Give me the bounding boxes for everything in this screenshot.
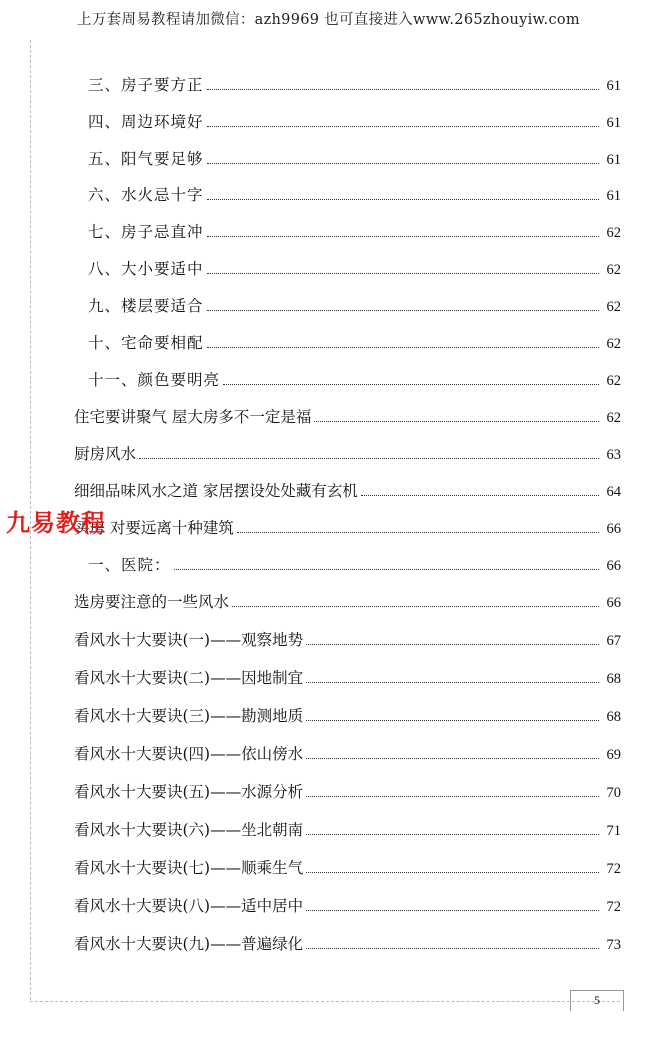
dot-leader <box>306 948 599 949</box>
dot-leader <box>207 163 599 164</box>
dot-leader <box>207 199 599 200</box>
toc-entry-title: 买房 对要远离十种建筑 <box>74 519 234 537</box>
toc-entry-title: 看风水十大要诀(一)——观察地势 <box>74 631 304 649</box>
dot-leader <box>306 872 599 873</box>
dot-leader <box>139 458 599 459</box>
dot-leader <box>207 273 599 274</box>
toc-entry-title: 看风水十大要诀(三)——勘测地质 <box>74 707 304 725</box>
dot-leader <box>223 384 599 385</box>
toc-entry-title: 细细品味风水之道 家居摆设处处藏有玄机 <box>74 482 358 500</box>
toc-entry <box>74 774 621 802</box>
toc-entry <box>74 584 621 612</box>
toc-entry <box>74 850 621 878</box>
toc-entry-page: 67 <box>606 633 621 649</box>
toc-entry-page: 73 <box>606 937 621 953</box>
toc-entry-page: 62 <box>606 225 621 241</box>
toc-entry-page: 68 <box>606 671 621 687</box>
dot-leader <box>306 720 599 721</box>
toc-entry <box>74 660 621 688</box>
toc-entry <box>88 214 621 242</box>
toc-entry-page: 66 <box>606 595 621 611</box>
dot-leader <box>306 644 599 645</box>
toc-entry-page: 61 <box>606 188 621 204</box>
dot-leader <box>314 421 599 422</box>
toc-entry <box>88 104 621 132</box>
toc-entry-title: 五、阳气要足够 <box>88 150 204 168</box>
toc-entry-title: 六、水火忌十字 <box>88 186 204 204</box>
dot-leader <box>207 126 599 127</box>
toc-entry <box>88 288 621 316</box>
toc-entry <box>88 177 621 205</box>
toc-entry <box>74 436 621 464</box>
footer-rule <box>30 1001 620 1002</box>
toc-entry-title: 看风水十大要诀(七)——顺乘生气 <box>74 859 304 877</box>
toc-entry-title: 厨房风水 <box>74 445 137 463</box>
toc-entry <box>88 547 621 575</box>
toc-entry-page: 69 <box>606 747 621 763</box>
toc-entry-page: 68 <box>606 709 621 725</box>
toc-entry-title: 三、房子要方正 <box>88 76 204 94</box>
toc-entry-page: 70 <box>606 785 621 801</box>
dot-leader <box>306 682 599 683</box>
toc-entry-page: 62 <box>606 373 621 389</box>
toc-entry-title: 九、楼层要适合 <box>88 297 204 315</box>
page-number: 5 <box>570 990 624 1011</box>
toc-entry-page: 62 <box>606 410 621 426</box>
toc-entry-title: 八、大小要适中 <box>88 260 204 278</box>
toc-entry-title: 看风水十大要诀(八)——适中居中 <box>74 897 304 915</box>
watermark-logo-text: 九易教程 <box>6 509 106 537</box>
toc-entry-title: 十、宅命要相配 <box>88 334 204 352</box>
toc-entry-page: 61 <box>606 152 621 168</box>
dot-leader <box>207 347 599 348</box>
toc-entry-page: 64 <box>606 484 621 500</box>
dot-leader <box>306 796 599 797</box>
toc-entry <box>74 622 621 650</box>
toc-entry-page: 62 <box>606 299 621 315</box>
toc-entry-title: 看风水十大要诀(二)——因地制宜 <box>74 669 304 687</box>
toc-entry-title: 四、周边环境好 <box>88 113 204 131</box>
dot-leader <box>232 606 599 607</box>
toc-entry <box>74 698 621 726</box>
toc-entry-title: 选房要注意的一些风水 <box>74 593 230 611</box>
toc-entry-page: 62 <box>606 262 621 278</box>
dot-leader <box>361 495 599 496</box>
dot-leader <box>237 532 599 533</box>
toc-entry <box>74 888 621 916</box>
toc-entry <box>88 67 621 95</box>
toc-entry-page: 66 <box>606 521 621 537</box>
toc-entry <box>74 473 621 501</box>
toc-entry-title: 看风水十大要诀(四)——依山傍水 <box>74 745 304 763</box>
dot-leader <box>306 758 599 759</box>
toc-entry-title: 看风水十大要诀(五)——水源分析 <box>74 783 304 801</box>
toc-entry <box>74 510 621 538</box>
toc-entry <box>88 251 621 279</box>
toc-entry <box>88 362 621 390</box>
toc-entry <box>74 926 621 954</box>
toc-entry-page: 66 <box>606 558 621 574</box>
toc-entry-title: 七、房子忌直冲 <box>88 223 204 241</box>
toc-entry <box>74 812 621 840</box>
toc-entry-page: 61 <box>606 115 621 131</box>
toc-entry <box>74 399 621 427</box>
dot-leader <box>306 834 599 835</box>
toc-entry <box>74 736 621 764</box>
toc-entry-page: 72 <box>606 861 621 877</box>
dot-leader <box>306 910 599 911</box>
dot-leader <box>207 310 599 311</box>
toc-entry-title: 一、医院： <box>88 556 171 574</box>
toc-entry-title: 看风水十大要诀(六)——坐北朝南 <box>74 821 304 839</box>
toc-entry-title: 十一、颜色要明亮 <box>88 371 221 389</box>
toc-entry-page: 62 <box>606 336 621 352</box>
toc-entry-page: 72 <box>606 899 621 915</box>
dot-leader <box>207 236 599 237</box>
toc-entry-title: 住宅要讲聚气 屋大房多不一定是福 <box>74 408 312 426</box>
toc-entry-page: 63 <box>606 447 621 463</box>
toc-entry <box>88 141 621 169</box>
toc-entry-page: 61 <box>606 78 621 94</box>
toc-entry-title: 看风水十大要诀(九)——普遍绿化 <box>74 935 304 953</box>
dot-leader <box>207 89 599 90</box>
dot-leader <box>174 569 599 570</box>
toc-entry-page: 71 <box>606 823 621 839</box>
toc-entry <box>88 325 621 353</box>
page-header-banner: 上万套周易教程请加微信：azh9969 也可直接进入www.265zhouyiw.com <box>77 12 580 28</box>
